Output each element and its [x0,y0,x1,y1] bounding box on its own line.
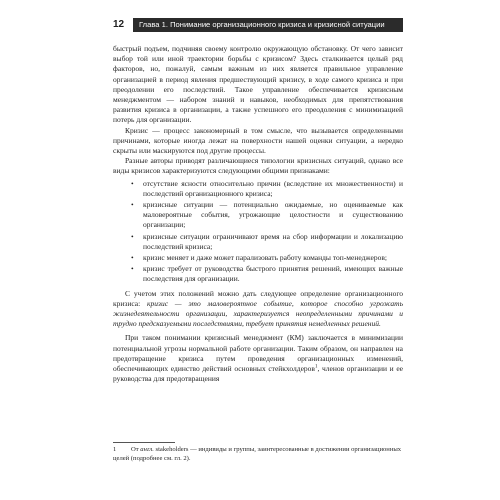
body-text [113,44,403,385]
list-item: • кризисные ситуации — потенциально ожидаемые, но оцениваемые как маловероятные события, угрожающие целостности и существованию организации; [131,200,403,230]
chapter-title: Глава 1. Понимание организационного кризиса и кризисной ситуации [139,20,385,29]
running-header-bar [133,18,403,32]
footnote-lang: англ. [140,446,154,453]
paragraph-4: С учетом этих положений можно дать следующее определение организационного кризиса: кризис — это маловероятное событие, которое способно угрожать жизнедеятельности организации, характеризуется неопределенными причинами и трудно предсказуемыми последствиями, требует принятия немедленных решений. [113,288,403,329]
bullet-icon: • [131,253,134,263]
bullet-icon: • [131,231,134,241]
paragraph-3: Разные авторы приводят различающиеся типологии кризисных ситуаций, однако все виды кризисов характеризуются следующими общими признаками: [113,156,403,176]
footnote-reference[interactable]: 1 [314,364,318,370]
paragraph-1: быстрый подъем, подчиняя своему контролю окружающую обстановку. От чего зависит выбор той или иной траектории борьбы с кризисом? Здесь сталкивается целый ряд факторов, но, пожалуй, самым важным из них является правильное управление организацией в период явления предшествующий кризису, в ходе самого кризиса и при преодолении его последствий. Такое управление обеспечивается кризисным менеджментом — набором знаний и навыков, необходимых для препятствования развития кризиса в организации, а также успешного его преодоления с минимизацией потерь для организации. [113,44,403,125]
footnote-divider [113,442,175,443]
footnote-mark: 1 [113,446,117,453]
list-item: • кризисные ситуации ограничивают время на сбор информации и локализацию последствий кризиса; [131,231,403,251]
paragraph-2: Кризис — процесс закономерный в том смысле, что вызывается определенными причинами, которые иногда лежат на поверхности нашей оценки ситуации, а нередко скрыты или маскируются под другие процессы. [113,125,403,156]
list-item: • кризис требует от руководства быстрого принятия решений, имеющих важные последствия для организации. [131,264,403,284]
bullet-icon: • [131,178,134,188]
paragraph-5: При таком понимании кризисный менеджмент (КМ) заключается в минимизации потенциальной угрозы нормальной работе организации. Таким образом, он направлен на предотвращение кризиса путем проведения организационных изменений, обеспечивающих единство действий основных стейкхолдеров$^1$, членов организации и ее руководства для предотвращения [113,333,403,384]
footnote: 1 От англ. stakeholders — индивиды и группы, заинтересованные в достижении организационных целей (подробнее см. гл. 2). [113,446,402,462]
list-item: • кризис меняет и даже может парализовать работу команды топ-менеджеров; [131,253,387,263]
page-header [113,18,403,32]
features-list [113,179,403,285]
page-number: 12 [113,19,125,30]
bullet-icon: • [131,200,134,210]
bullet-icon: • [131,264,134,274]
list-item: • отсутствие ясности относительно причин (вследствие их множественности) и последствий организационного кризиса; [131,178,403,198]
crisis-definition: кризис — это маловероятное событие, которое способно угрожать жизнедеятельности организации, характеризуется неопределенными причинами и трудно предсказуемыми последствиями, требует принятия немедленных решений. [113,298,403,329]
